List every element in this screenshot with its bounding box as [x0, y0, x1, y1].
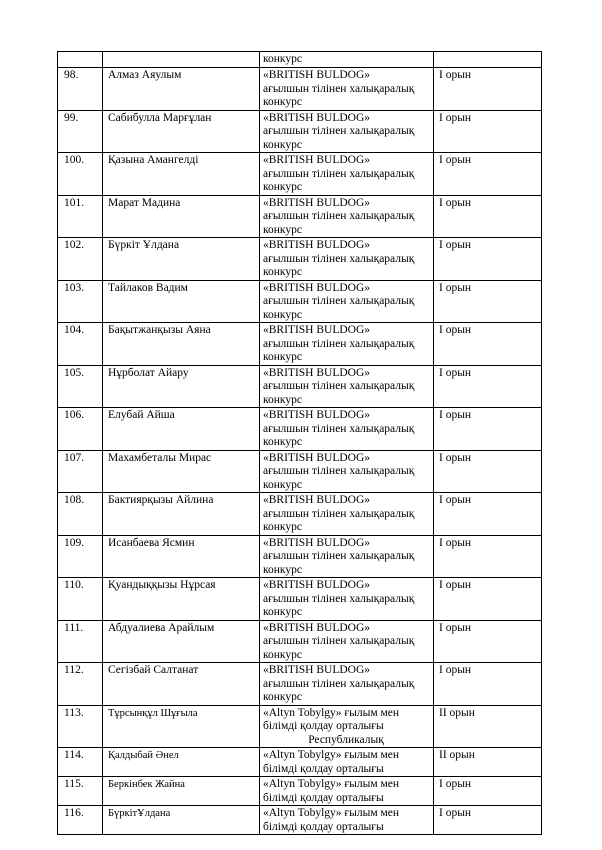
participant-name: Бактиярқызы Айлина [103, 493, 260, 536]
table-row [58, 408, 542, 451]
competition-cell [260, 52, 434, 68]
table-row [58, 578, 542, 621]
place-cell: I орын [434, 68, 542, 111]
participant-name: Нұрболат Айару [103, 365, 260, 408]
competition-line: ағылшын тілінен халықаралық [263, 295, 415, 307]
competition-line: ағылшын тілінен халықаралық [263, 465, 415, 477]
row-number: 111. [58, 620, 103, 663]
competition-line: конкурс [263, 308, 302, 321]
row-number: 115. [58, 777, 103, 806]
place-cell: I орын [434, 408, 542, 451]
competition-line: конкурс [263, 691, 302, 703]
table-row [58, 748, 542, 777]
competition-line: «BRITISH BULDOG» [263, 239, 371, 251]
row-number: 102. [58, 238, 103, 281]
competition-line: конкурс [263, 436, 302, 448]
competition-line: ағылшын тілінен халықаралық [263, 82, 415, 95]
row-number [58, 52, 103, 68]
competition-line: ағылшын тілінен халықаралық [263, 677, 415, 690]
competition-line: конкурс [263, 96, 302, 108]
competition-line: конкурс [263, 393, 302, 406]
results-table-body [58, 52, 542, 835]
competition-line: ағылшын тілінен халықаралық [263, 422, 415, 435]
table-row [58, 195, 542, 238]
competition-line: конкурс [263, 478, 302, 491]
place-cell: II орын [434, 748, 542, 777]
place-cell: I орын [434, 620, 542, 663]
participant-name: БүркітҰлдана [103, 806, 260, 835]
competition-line: конкурс [263, 648, 302, 661]
competition-line: «BRITISH BULDOG» [263, 536, 371, 549]
competition-line: ағылшын тілінен халықаралық [263, 210, 415, 222]
competition-line: ағылшын тілінен халықаралық [263, 337, 415, 350]
competition-line: «BRITISH BULDOG» [263, 664, 371, 676]
competition-line: конкурс [263, 266, 302, 278]
row-number: 108. [58, 493, 103, 536]
table-row [58, 705, 542, 748]
participant-name: Абдуалиева Арайлым [103, 620, 260, 663]
row-number: 106. [58, 408, 103, 451]
place-cell: I орын [434, 365, 542, 408]
row-number: 107. [58, 450, 103, 493]
row-number: 114. [58, 748, 103, 777]
table-row [58, 806, 542, 835]
participant-name [103, 52, 260, 68]
competition-cell [260, 777, 434, 806]
table-row-continued [58, 52, 542, 68]
row-number: 99. [58, 110, 103, 153]
row-number: 116. [58, 806, 103, 835]
table-row [58, 365, 542, 408]
competition-cell [260, 705, 434, 748]
competition-cell [260, 238, 434, 281]
place-cell: I орын [434, 153, 542, 196]
competition-line: білімді қолдау орталығы [263, 762, 384, 775]
competition-line: конкурс [263, 138, 302, 151]
competition-line: «BRITISH BULDOG» [263, 579, 371, 591]
results-table [57, 51, 542, 835]
place-cell: I орын [434, 195, 542, 238]
competition-cell [260, 450, 434, 493]
competition-cell [260, 110, 434, 153]
table-row [58, 620, 542, 663]
place-cell: I орын [434, 450, 542, 493]
participant-name: Тұрсынқұл Шұғыла [103, 705, 260, 748]
competition-line: Республикалық [308, 733, 384, 746]
participant-name: Исанбаева Ясмин [103, 535, 260, 578]
participant-name: Алмаз Аяулым [103, 68, 260, 111]
row-number: 104. [58, 323, 103, 366]
competition-line: «BRITISH BULDOG» [263, 111, 371, 124]
competition-line: конкурс [263, 563, 302, 576]
place-cell: I орын [434, 493, 542, 536]
table-row [58, 493, 542, 536]
competition-line: конкурс [263, 351, 302, 363]
table-row [58, 280, 542, 323]
place-cell: II орын [434, 705, 542, 748]
competition-line: «BRITISH BULDOG» [263, 621, 371, 634]
row-number: 112. [58, 663, 103, 706]
place-cell: I орын [434, 323, 542, 366]
competition-line: «Altyn Tobylgy» ғылым мен [263, 749, 400, 761]
table-row [58, 777, 542, 806]
table-row [58, 238, 542, 281]
participant-name: Марат Мадина [103, 195, 260, 238]
competition-line: білімді қолдау орталығы [263, 720, 384, 732]
participant-name: Махамбеталы Мирас [103, 450, 260, 493]
competition-line: конкурс [263, 53, 302, 65]
competition-line: конкурс [263, 181, 302, 193]
competition-line: ағылшын тілінен халықаралық [263, 635, 415, 647]
competition-line: «Altyn Tobylgy» ғылым мен [263, 706, 400, 719]
place-cell: I орын [434, 238, 542, 281]
competition-line: конкурс [263, 606, 302, 618]
competition-cell [260, 620, 434, 663]
competition-cell [260, 493, 434, 536]
competition-line: ағылшын тілінен халықаралық [263, 125, 415, 137]
place-cell: I орын [434, 806, 542, 835]
competition-line: ағылшын тілінен халықаралық [263, 252, 415, 265]
row-number: 110. [58, 578, 103, 621]
participant-name: Сабибулла Марғұлан [103, 110, 260, 153]
competition-cell [260, 365, 434, 408]
competition-line: «Altyn Tobylgy» ғылым мен [263, 778, 400, 790]
participant-name: Қуандыққызы Нұрсая [103, 578, 260, 621]
competition-cell [260, 323, 434, 366]
competition-cell [260, 408, 434, 451]
participant-name: Бақытжанқызы Аяна [103, 323, 260, 366]
competition-line: конкурс [263, 521, 302, 533]
table-row [58, 663, 542, 706]
competition-line: ағылшын тілінен халықаралық [263, 167, 415, 180]
place-cell: I орын [434, 777, 542, 806]
competition-line: «Altyn Tobylgy» ғылым мен [263, 807, 400, 819]
competition-cell [260, 806, 434, 835]
participant-name: Қазына Амангелді [103, 153, 260, 196]
row-number: 113. [58, 705, 103, 748]
competition-cell [260, 153, 434, 196]
table-row [58, 110, 542, 153]
competition-line: ағылшын тілінен халықаралық [263, 380, 415, 392]
competition-cell [260, 663, 434, 706]
competition-line: «BRITISH BULDOG» [263, 409, 371, 421]
competition-cell [260, 280, 434, 323]
participant-name: Елубай Айша [103, 408, 260, 451]
competition-line: ағылшын тілінен халықаралық [263, 507, 415, 520]
place-cell [434, 52, 542, 68]
table-row [58, 450, 542, 493]
competition-line: «BRITISH BULDOG» [263, 281, 371, 294]
competition-line: «BRITISH BULDOG» [263, 324, 371, 336]
row-number: 109. [58, 535, 103, 578]
competition-line: «BRITISH BULDOG» [263, 366, 371, 379]
competition-line: «BRITISH BULDOG» [263, 451, 371, 464]
competition-line: «BRITISH BULDOG» [263, 69, 371, 81]
table-row [58, 68, 542, 111]
participant-name: Беркінбек Жайна [103, 777, 260, 806]
competition-cell [260, 68, 434, 111]
competition-line: «BRITISH BULDOG» [263, 196, 371, 209]
participant-name: Тайлаков Вадим [103, 280, 260, 323]
row-number: 98. [58, 68, 103, 111]
competition-line: «BRITISH BULDOG» [263, 494, 371, 506]
row-number: 103. [58, 280, 103, 323]
competition-line: білімді қолдау орталығы [263, 791, 384, 804]
competition-cell [260, 195, 434, 238]
row-number: 100. [58, 153, 103, 196]
table-row [58, 153, 542, 196]
row-number: 101. [58, 195, 103, 238]
competition-line: конкурс [263, 223, 302, 236]
table-row [58, 323, 542, 366]
competition-cell [260, 535, 434, 578]
competition-line: білімді қолдау орталығы [263, 820, 384, 833]
place-cell: I орын [434, 535, 542, 578]
row-number: 105. [58, 365, 103, 408]
participant-name: Қалдыбай Әнел [103, 748, 260, 777]
place-cell: I орын [434, 578, 542, 621]
participant-name: Бүркіт Ұлдана [103, 238, 260, 281]
competition-cell [260, 578, 434, 621]
competition-line: ағылшын тілінен халықаралық [263, 592, 415, 605]
competition-line: «BRITISH BULDOG» [263, 154, 371, 166]
competition-line: ағылшын тілінен халықаралық [263, 550, 415, 562]
place-cell: I орын [434, 280, 542, 323]
table-row [58, 535, 542, 578]
place-cell: I орын [434, 110, 542, 153]
competition-cell [260, 748, 434, 777]
place-cell: I орын [434, 663, 542, 706]
participant-name: Сегізбай Салтанат [103, 663, 260, 706]
